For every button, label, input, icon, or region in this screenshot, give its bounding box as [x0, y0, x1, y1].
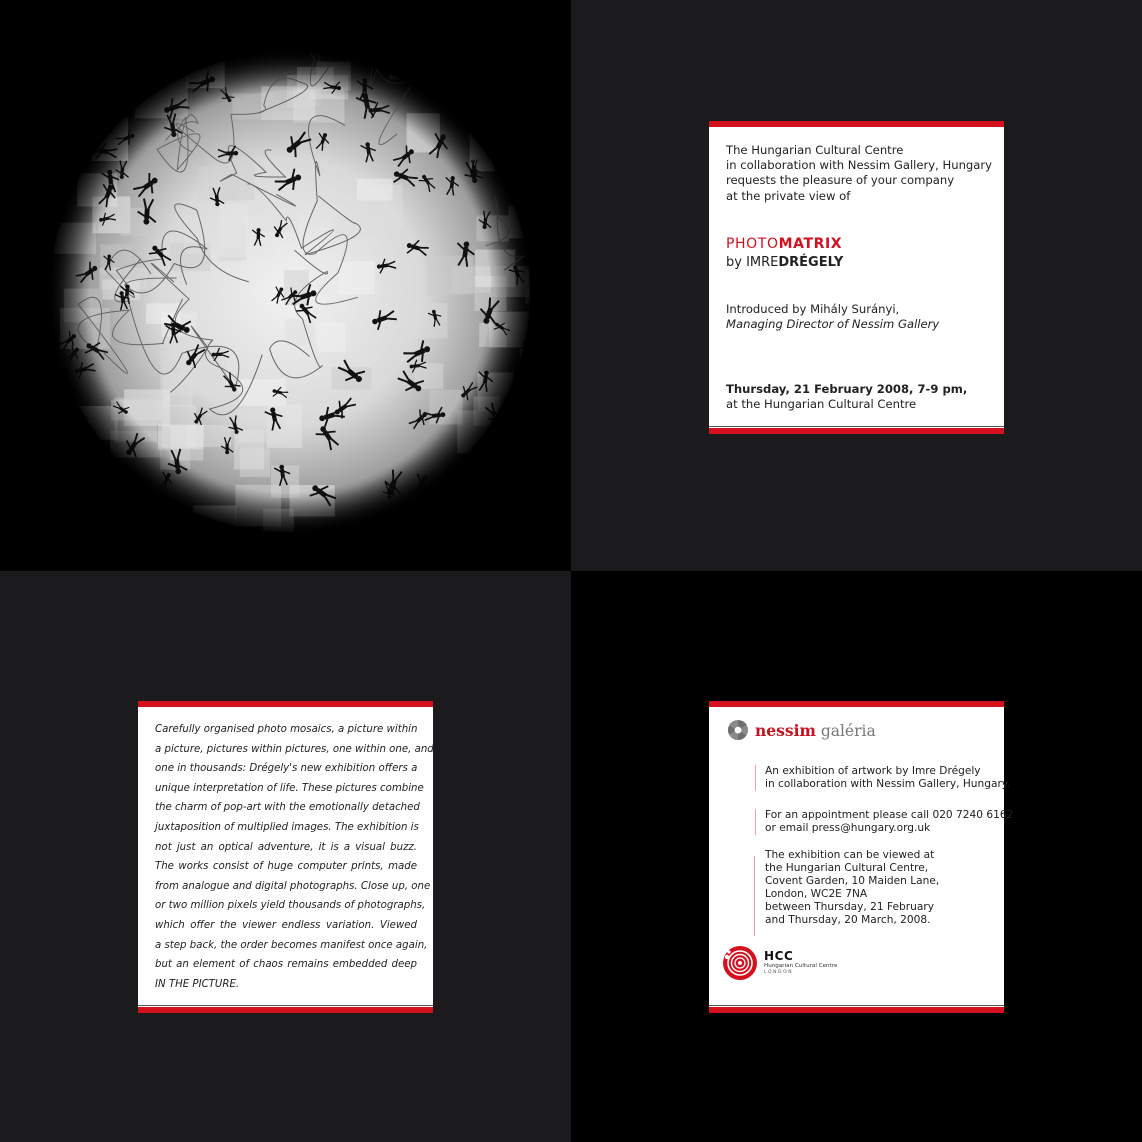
intro-line: in collaboration with Nessim Gallery, Hungary	[726, 158, 993, 173]
nessim-logo-text	[755, 721, 876, 740]
intro-line: The Hungarian Cultural Centre	[726, 143, 904, 157]
gallery-card	[709, 701, 1014, 1013]
essay-card	[138, 701, 433, 1013]
red-bar-top	[709, 121, 1004, 127]
red-bar-bottom	[709, 428, 1004, 434]
date-line: Thursday, 21 February 2008, 7-9 pm,	[726, 382, 968, 396]
red-bar-bottom	[709, 1007, 1004, 1013]
info-line: between Thursday, 21 February	[765, 901, 934, 913]
photomatrix-artwork	[0, 0, 571, 571]
info-line: and Thursday, 20 March, 2008.	[765, 914, 931, 926]
introduced-by	[726, 302, 939, 332]
invitation-panel	[571, 0, 1142, 571]
hcc-name: Hungarian Cultural Centre	[764, 963, 838, 969]
venue-line: at the Hungarian Cultural Centre	[726, 397, 917, 411]
essay-line: the charm of pop-art with the emotionally detached	[155, 802, 420, 814]
logo-word-grey: galéria	[820, 721, 876, 740]
artist-last: DRÉGELY	[778, 255, 844, 270]
artist-first: IMRE	[746, 255, 779, 270]
by-prefix: by	[726, 255, 747, 270]
gallery-panel	[571, 571, 1142, 1142]
introducer: Introduced by Mihály Surányi,	[726, 302, 900, 316]
essay-line: unique interpretation of life. These pictures combine	[155, 782, 424, 794]
essay-line: one in thousands: Drégely's new exhibition offers a	[155, 763, 418, 775]
essay-line: from analogue and digital photographs. Close up, one	[155, 880, 431, 892]
contact-info	[755, 809, 1013, 835]
nessim-logo-icon	[727, 719, 749, 741]
red-bar-bottom	[138, 1007, 433, 1013]
hcc-logo	[722, 945, 837, 981]
exhibition-description	[755, 765, 1010, 791]
info-line: Covent Garden, 10 Maiden Lane,	[765, 875, 940, 887]
info-line: in collaboration with Nessim Gallery, Hungary.	[765, 778, 1010, 790]
title-bold: MATRIX	[778, 236, 843, 252]
event-datetime	[726, 382, 967, 412]
info-line: The exhibition can be viewed at	[765, 849, 935, 861]
essay-line: a step back, the order becomes manifest once again,	[155, 939, 428, 951]
exhibition-title	[726, 236, 842, 253]
essay-line: Carefully organised photo mosaics, a picture within	[155, 724, 418, 735]
essay-line: a picture, pictures within pictures, one within one, and	[155, 743, 434, 755]
intro-line: requests the pleasure of your company	[726, 173, 955, 188]
introducer-role: Managing Director of Nessim Gallery	[726, 317, 940, 332]
essay-line: but an element of chaos remains embedded deep	[155, 959, 417, 971]
hcc-logo-icon	[722, 945, 758, 981]
info-line: An exhibition of artwork by Imre Drégely	[765, 765, 981, 777]
essay-text	[155, 720, 434, 994]
info-line: or email press@hungary.org.uk	[765, 822, 931, 834]
hcc-logo-text	[764, 950, 837, 976]
hcc-city: LONDON	[764, 970, 794, 975]
essay-panel	[0, 571, 571, 1142]
red-bar-top	[138, 701, 433, 707]
essay-line: juxtaposition of multiplied images. The exhibition is	[155, 821, 419, 833]
essay-line: which offer the viewer endless variation. Viewed	[155, 919, 417, 931]
intro-line: at the private view of	[726, 188, 851, 203]
info-line: the Hungarian Cultural Centre,	[765, 862, 929, 874]
essay-line: The works consist of huge computer prints, made	[155, 861, 417, 873]
info-line: London, WC2E 7NA	[765, 888, 868, 900]
invitation-intro	[726, 143, 992, 204]
title-light: PHOTO	[726, 236, 779, 252]
red-bar-top	[709, 701, 1004, 707]
artwork-panel	[0, 0, 571, 571]
venue-info	[755, 849, 939, 927]
hcc-abbr: HCC	[764, 949, 794, 963]
essay-line: not just an optical adventure, it is a visual buzz.	[155, 841, 417, 853]
nessim-logo	[727, 719, 876, 741]
essay-line: IN THE PICTURE.	[155, 978, 240, 990]
invitation-card	[709, 121, 1004, 434]
info-line: For an appointment please call 020 7240 6162	[765, 809, 1014, 821]
essay-line: or two million pixels yield thousands of photographs,	[155, 900, 426, 912]
logo-word-red: nessim	[755, 720, 816, 740]
artist-byline	[726, 255, 843, 271]
